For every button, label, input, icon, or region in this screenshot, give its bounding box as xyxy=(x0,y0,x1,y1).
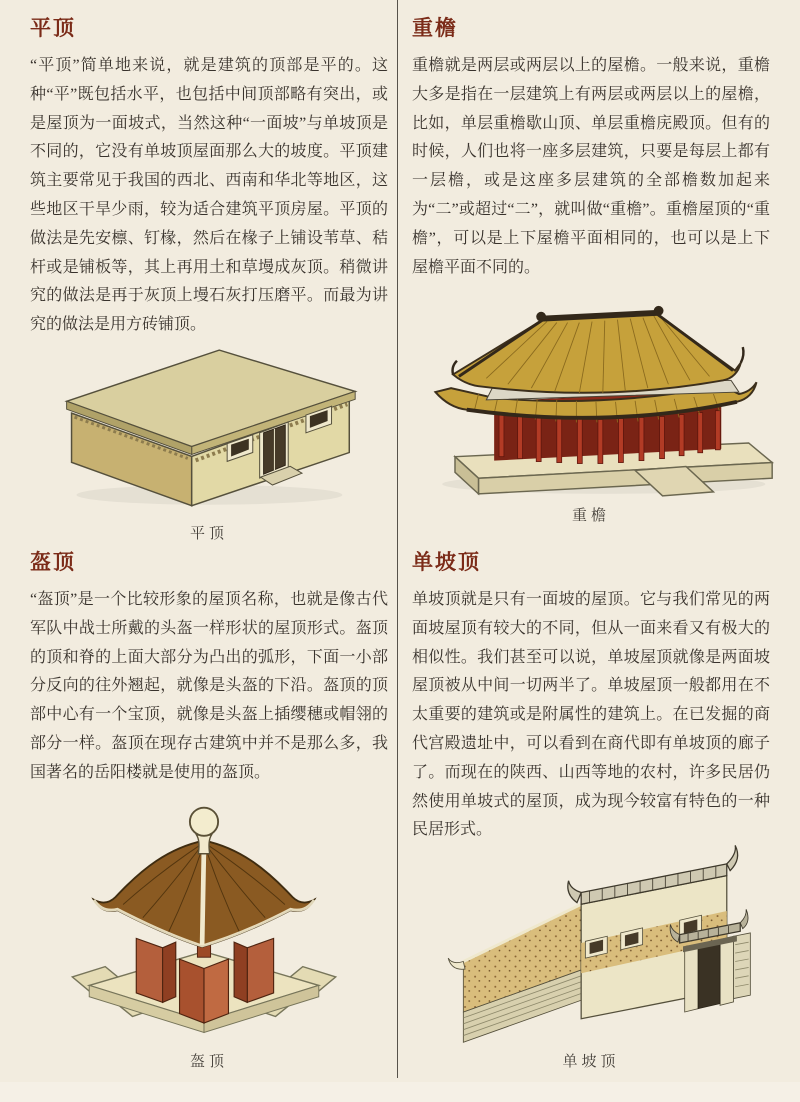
section-double-eaves xyxy=(412,12,770,282)
section-title: 平顶 xyxy=(30,17,76,40)
section-body: 重檐就是两层或两层以上的屋檐。一般来说，重檐大多是指在一层建筑上有两层或两层以上的屋檐，比如，单层重檐歇山顶、单层重檐庑殿顶。但有的时候，人们也将一座多层建筑，只要是每层上都有一层檐，或是这座多层建筑的全部檐数加起来为“二”或超过“二”，就叫做“重檐”。重檐屋顶的“重檐”，可以是上下屋檐平面相同的，也可以是上下屋檐平面不同的。 xyxy=(412,57,770,276)
section-title: 盔顶 xyxy=(30,551,76,574)
flat-roof-caption: 平顶 xyxy=(189,526,228,542)
section-single-slope xyxy=(412,546,770,845)
column-divider xyxy=(397,0,398,1078)
section-body: 单坡顶就是只有一面坡的屋顶。它与我们常见的两面坡屋顶有较大的不同，但从一面来看又有极大的相似性。我们甚至可以说，单坡屋顶就像是两面坡屋顶被从中间一切两半了。单坡屋顶一般都用在不太重要的建筑或是附属性的建筑上。在已发掘的商代宫殿遗址中，可以看到在商代即有单坡顶的廊子了。而现在的陕西、山西等地的农村，许多民居仍然使用单坡式的屋顶，成为现今较富有特色的一种民居形式。 xyxy=(412,591,770,839)
section-title: 单坡顶 xyxy=(412,551,481,574)
section-helmet-roof xyxy=(30,546,388,788)
section-body: “盔顶”是一个比较形象的屋顶名称，也就是像古代军队中战士所戴的头盔一样形状的屋顶形式。盔顶的顶和脊的上面大部分为凸出的弧形，下面一小部分反向的往外翘起，就像是头盔的下沿。盔顶的顶部中心有一个宝顶，就像是头盔上插缨穗或帽翎的部分一样。盔顶在现存古建筑中并不是那么多，我国著名的岳阳楼就是使用的盔顶。 xyxy=(30,591,388,781)
section-title: 重檐 xyxy=(412,17,458,40)
section-body: “平顶”简单地来说，就是建筑的顶部是平的。这种“平”既包括水平，也包括中间顶部略有突出，或是屋顶为一面坡式，当然这种“一面坡”与单坡顶是不同的，它没有单坡顶屋面那么大的坡度。平顶建筑主要常见于我国的西北、西南和华北等地区，这些地区干旱少雨，较为适合建筑平顶房屋。平顶的做法是先安檩、钉椽，然后在椽子上铺设苇草、秸杆或是铺板等，其上再用土和草墁成灰顶。稍微讲究的做法是再于灰顶上墁石灰打压磨平。而最为讲究的做法是用方砖铺顶。 xyxy=(30,57,388,334)
section-flat-roof xyxy=(30,12,388,340)
single-slope-caption: 单坡顶 xyxy=(562,1054,620,1070)
double-eave-hall-illustration xyxy=(408,292,780,498)
single-slope-house-illustration xyxy=(416,842,780,1044)
helmet-roof-caption: 盔顶 xyxy=(189,1054,228,1070)
double-eave-caption: 重檐 xyxy=(571,508,610,524)
helmet-roof-pavilion-illustration xyxy=(58,786,350,1040)
flat-roof-house-illustration xyxy=(42,332,367,510)
